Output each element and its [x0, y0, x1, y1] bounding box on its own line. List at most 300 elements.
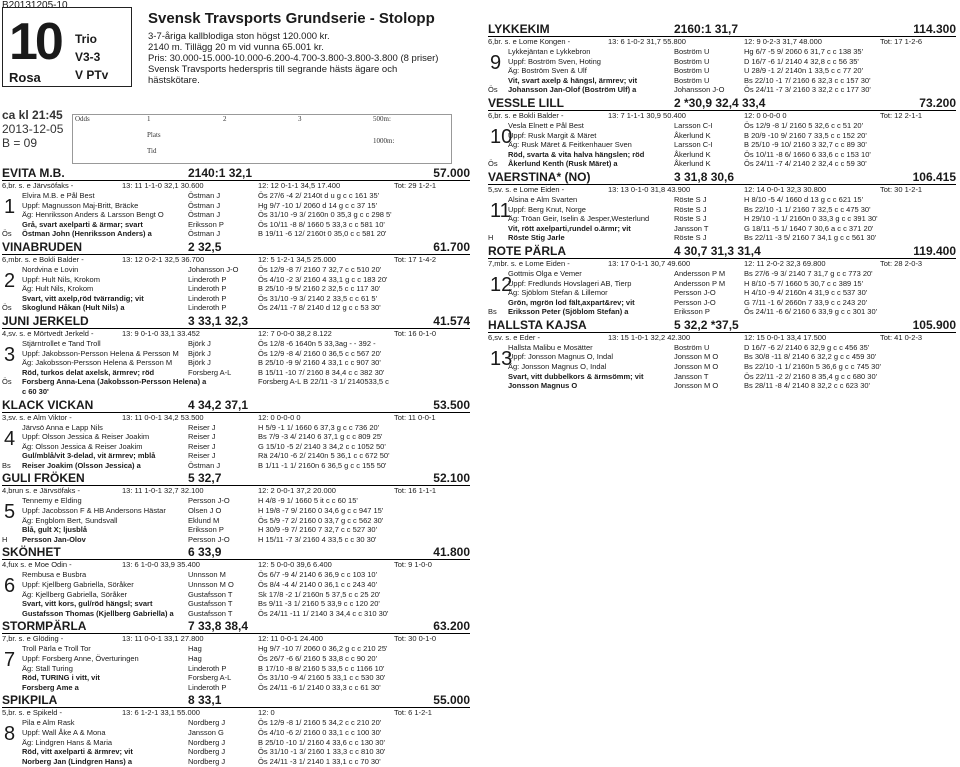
- line-result: G 15/10 -5 2/ 2140 3 34,2 c c 1052 50': [258, 441, 386, 451]
- horse-name: ROTE PÄRLA: [488, 243, 566, 258]
- line-driver: Persson J-O: [674, 297, 716, 307]
- start-line: [2, 738, 470, 748]
- start-line: [2, 201, 470, 211]
- line-driver: Johansson J-O: [188, 264, 239, 274]
- horse-record: 5 32,7: [188, 471, 222, 486]
- horse-number: 4: [4, 427, 16, 450]
- line-driver: Nordberg J: [188, 756, 226, 766]
- horse-name: SKÖNHET: [2, 545, 61, 560]
- horse-number: 10: [490, 125, 513, 148]
- line-driver: Boström U: [674, 75, 710, 85]
- line-result: Ös 10/11 -8 8/ 1660 5 33,3 c c 581 10': [258, 219, 385, 229]
- horse-entry: [488, 318, 956, 391]
- horse-entry: [2, 314, 470, 397]
- stats-current-year: 13: 11 0-0-1 33,1 27.800: [122, 634, 204, 644]
- line-result: Hg 9/7 -10 7/ 2060 0 36,2 g c c 210 25': [258, 644, 388, 654]
- line-info: Hallsta Malibu e Mosätter: [508, 342, 593, 352]
- start-line: [2, 275, 470, 285]
- stats-previous-year: 12: 7 0-0-0 38,2 8.122: [258, 328, 332, 338]
- start-line: [2, 229, 470, 239]
- race-title: Svensk Travsports Grundserie - Stolopp: [148, 10, 435, 27]
- start-line: [488, 150, 956, 160]
- line-info: Forsberg Anna-Lena (Jakobsson-Persson Helena) a: [22, 377, 207, 387]
- horse-record: 3 33,1 32,3: [188, 313, 249, 328]
- left-column: [2, 166, 470, 767]
- horse-stats: [2, 708, 470, 718]
- line-driver: Forsberg A-L: [188, 367, 232, 377]
- line-result: B 25/10 -9 5/ 2160 2 32,5 c c 117 30': [258, 284, 381, 294]
- line-result: Bs 30/8 -11 8/ 2140 6 32,2 g c c 459 30': [744, 352, 877, 362]
- line-info: Troll Pärla e Troll Tor: [22, 644, 91, 654]
- start-line: [2, 377, 470, 387]
- line-info: Lykkejäntan e Lykkebron: [508, 47, 591, 56]
- line-result: B 20/9 -10 9/ 2160 7 33,5 c c 152 20': [744, 130, 867, 140]
- line-driver: Persson J-O: [188, 496, 230, 506]
- horse-name: HALLSTA KAJSA: [488, 317, 587, 332]
- line-result: Ös 24/11 -7 4/ 2140 2 32,4 c c 59 30': [744, 159, 867, 169]
- start-line: [488, 307, 956, 317]
- stats-total: Tot: 29 1-2-1: [394, 181, 437, 190]
- line-result: D 16/7 -6 1/ 2140 4 32,8 c c 56 35': [744, 56, 859, 66]
- horse-number: 11: [490, 199, 511, 222]
- line-info: Uppf: Kjellberg Gabriella, Söråker: [22, 580, 134, 590]
- line-driver: Reiser J: [188, 422, 216, 432]
- horse-name: SPIKPILA: [2, 693, 58, 708]
- horse-earnings: 52.100: [433, 471, 470, 486]
- line-result: Ös 24/11 -6 1/ 2140 0 33,3 c c 61 30': [258, 682, 381, 692]
- line-result: Ös 22/11 -2 2/ 2160 8 35,4 g c c 680 30': [744, 371, 878, 381]
- horse-header: [2, 693, 470, 708]
- line-info: c 60 30': [22, 386, 49, 396]
- stats-current-year: 13: 6 1-0-0 33,9 35.400: [122, 560, 200, 570]
- horse-header: [2, 240, 470, 255]
- line-driver: Andersson P M: [674, 268, 726, 278]
- start-line: [488, 224, 956, 234]
- line-info: Nordvina e Lovin: [22, 264, 79, 274]
- line-driver: Jonsson M O: [674, 381, 719, 391]
- start-line: [488, 140, 956, 150]
- line-driver: Jonsson M O: [674, 352, 719, 362]
- horse-stats: [2, 255, 470, 265]
- line-info: Pila e Alm Rask: [22, 718, 75, 728]
- line-result: Ös 10/11 -8 6/ 1660 6 33,6 c c 153 10': [744, 149, 871, 159]
- line-info: Jonsson Magnus O: [508, 381, 578, 391]
- horse-entry: [488, 170, 956, 243]
- line-result: H 19/8 -7 9/ 2160 0 34,6 g c c 947 15': [258, 506, 384, 516]
- horse-stats: [488, 111, 956, 121]
- horse-number: 6: [4, 575, 16, 598]
- horse-header: [2, 471, 470, 486]
- horse-entry: [488, 244, 956, 317]
- stats-current-year: 13: 11 0-0-1 34,2 53.500: [122, 412, 204, 422]
- odds-label: Odds: [75, 115, 90, 123]
- line-result: H 8/10 -5 4/ 1660 d 13 g c c 621 15': [744, 194, 864, 204]
- horse-pedigree: 6,br. s. e Järvsöfaks -: [2, 181, 74, 190]
- start-line: [2, 570, 470, 580]
- race-condition-line: Pris: 30.000-15.000-10.000-6.200-4.700-3.800-3.800-3.800 (8 priser): [148, 53, 439, 64]
- line-driver: Gustafsson T: [188, 599, 233, 609]
- stats-previous-year: 12: 0: [258, 708, 275, 718]
- stats-total: Tot: 30 1-2-1: [880, 184, 923, 194]
- horse-record: 2 32,5: [188, 239, 222, 254]
- line-driver: Röste S J: [674, 214, 707, 224]
- line-info: Järvsö Anna e Lapp Nils: [22, 422, 103, 432]
- horse-record: 6 33,9: [188, 545, 222, 560]
- line-driver: Röste S J: [674, 204, 707, 214]
- stats-previous-year: 12: 12 0-1-1 34,5 17.400: [258, 181, 341, 190]
- line-result: Ös 24/11 -7 3/ 2160 3 32,2 c c 177 30': [744, 85, 871, 95]
- line-result: B 25/10 -9 9/ 2160 4 33,1 c c 907 30': [258, 358, 381, 368]
- line-result: Ös 12/9 -8 7/ 2160 7 32,7 c c 510 20': [258, 264, 382, 274]
- start-line: [488, 233, 956, 243]
- horse-earnings: 119.400: [913, 243, 956, 258]
- line-info: Äg: Hult Nils, Krokom: [22, 284, 94, 294]
- start-line: [2, 265, 470, 275]
- start-line: [488, 159, 956, 169]
- b-value: B = 09: [2, 136, 38, 150]
- horse-header: [488, 244, 956, 259]
- line-info: Äg: Stall Turing: [22, 663, 73, 673]
- line-result: D 16/7 -6 2/ 2140 6 32,9 g c c 456 35': [744, 342, 870, 352]
- line-info: Röd, turkos delat axelsk, ärmrev; röd: [22, 367, 155, 377]
- horse-header: [2, 314, 470, 329]
- line-driver: Larsson C-I: [674, 120, 713, 130]
- line-driver: Eklund M: [188, 515, 220, 525]
- stats-total: Tot: 16 0-1-0: [394, 328, 437, 338]
- line-prefix: Ös: [488, 85, 498, 95]
- line-info: Uppf: Jacobsson F & HB Andersons Hästar: [22, 506, 166, 516]
- line-result: Ös 31/10 -9 3/ 2140 2 33,5 c c 61 5': [258, 293, 378, 303]
- stats-previous-year: 12: 5 0-0-0 39,6 6.400: [258, 560, 332, 570]
- line-info: Grå, svart axelparti & ärmar; svart: [22, 219, 143, 229]
- horse-earnings: 41.574: [433, 313, 470, 328]
- start-line: [488, 279, 956, 289]
- stats-current-year: 13: 13 0-1-0 31,8 43.900: [608, 184, 691, 194]
- horse-earnings: 57.000: [433, 166, 470, 180]
- line-driver: Hag: [188, 654, 202, 663]
- horse-earnings: 61.700: [433, 239, 470, 254]
- track-name: Rosa: [9, 70, 41, 85]
- race-number-box: [2, 7, 132, 87]
- race-date: 2013-12-05: [2, 122, 64, 136]
- horse-record: 8 33,1: [188, 693, 222, 708]
- horse-name: KLACK VICKAN: [2, 397, 94, 412]
- plats-label: Plats: [147, 131, 161, 139]
- horse-number: 3: [4, 343, 16, 366]
- line-info: Norberg Jan (Lindgren Hans) a: [22, 756, 133, 766]
- line-driver: Gustafsson T: [188, 589, 233, 599]
- horse-pedigree: 6,br. s. e Bokli Balder -: [488, 110, 564, 120]
- stats-current-year: 13: 11 1-1-0 32,1 30.600: [122, 181, 204, 190]
- line-info: Svart, vitt axelp,röd tvärrandig; vit: [22, 293, 144, 303]
- stats-current-year: 13: 6 1-2-1 33,1 55.000: [122, 708, 200, 718]
- start-line: [2, 461, 470, 471]
- col-1-label: 1: [147, 115, 151, 123]
- line-info: Vit, rött axelparti,rundel o.ärmr; vit: [508, 223, 631, 233]
- horse-earnings: 63.200: [433, 619, 470, 634]
- line-driver: Jansson T: [674, 223, 709, 233]
- stats-total: Tot: 30 0-1-0: [394, 634, 437, 644]
- line-driver: Jansson G: [188, 727, 224, 737]
- line-driver: Reiser J: [188, 451, 216, 461]
- line-driver: Nordberg J: [188, 737, 226, 747]
- line-info: Äg: Jakobsson-Persson Helena & Persson M: [22, 358, 173, 368]
- horse-stats: [488, 37, 956, 47]
- line-result: G 7/11 -1 6/ 2660n 7 33,9 c c 243 20': [744, 297, 868, 307]
- line-info: Äg: Rusk Märet & Feitkenhauer Sven: [508, 140, 632, 150]
- line-info: Tennemy e Elding: [22, 496, 82, 506]
- horse-stats: [2, 413, 470, 423]
- line-info: Åkerlund Kenth (Rusk Märet) a: [508, 159, 618, 169]
- start-line: [2, 210, 470, 220]
- start-line: [488, 131, 956, 141]
- start-line: [488, 195, 956, 205]
- start-line: [2, 747, 470, 757]
- line-result: Bs 22/10 -1 7/ 2160 6 32,3 c c 157 30': [744, 75, 871, 85]
- horse-number: 1: [4, 196, 16, 218]
- line-driver: Persson J-O: [674, 288, 716, 298]
- race-header: [148, 10, 448, 86]
- horse-entry: [2, 240, 470, 313]
- horse-header: [2, 619, 470, 634]
- start-line: [488, 66, 956, 76]
- line-driver: Eriksson P: [188, 525, 224, 535]
- line-driver: Reiser J: [188, 441, 216, 451]
- start-line: [2, 664, 470, 674]
- line-driver: Linderoth P: [188, 663, 227, 673]
- line-result: Bs 22/10 -1 1/ 2160n 5 36,6 g c c 745 30': [744, 362, 881, 372]
- start-line: [488, 205, 956, 215]
- line-result: G 18/11 -5 1/ 1640 7 30,6 a c c 371 20': [744, 223, 874, 233]
- line-driver: Andersson P M: [674, 278, 726, 288]
- start-line: [2, 525, 470, 535]
- line-driver: Boström U: [674, 47, 710, 56]
- start-line: [2, 368, 470, 378]
- line-info: Äg: Lindgren Hans & Maria: [22, 737, 113, 747]
- horse-header: [488, 96, 956, 111]
- line-driver: Boström U: [674, 56, 710, 66]
- race-condition-line: 2140 m. Tillägg 20 m vid vunna 65.001 kr.: [148, 42, 324, 53]
- start-line: [488, 362, 956, 372]
- horse-header: [2, 166, 470, 181]
- line-result: Ös 31/10 -9 3/ 2160n 0 35,3 g c c 298 5': [258, 210, 392, 220]
- line-info: Äg: Kjellberg Gabriella, Söråker: [22, 589, 128, 599]
- horse-stats: [2, 181, 470, 191]
- horse-header: [2, 545, 470, 560]
- stats-previous-year: 12: 0 0-0-0 0: [258, 412, 301, 422]
- start-line: [488, 85, 956, 95]
- horse-record: 5 32,2 *37,5: [674, 317, 739, 332]
- start-line: [2, 718, 470, 728]
- col-3-label: 3: [298, 115, 302, 123]
- start-line: [488, 214, 956, 224]
- horse-entry: [2, 545, 470, 618]
- line-driver: Boström U: [674, 66, 710, 76]
- line-info: Uppf: Jonsson Magnus O, Indal: [508, 352, 614, 362]
- line-info: Äg: Engblom Bert, Sundsvall: [22, 515, 118, 525]
- start-line: [2, 432, 470, 442]
- start-line: [488, 47, 956, 57]
- stats-total: Tot: 11 0-0-1: [394, 412, 436, 422]
- stats-total: Tot: 6 1-2-1: [394, 708, 432, 718]
- start-line: [488, 269, 956, 279]
- start-line: [2, 442, 470, 452]
- line-result: Ös 8/4 -4 4/ 2140 0 36,1 c c 243 40': [258, 580, 378, 590]
- right-column: [488, 22, 956, 392]
- line-driver: Linderoth P: [188, 682, 227, 692]
- stats-previous-year: 12: 0 0-0-0 0: [744, 110, 787, 120]
- line-result: Ös 26/7 -6 6/ 2160 5 33,8 c c 90 20': [258, 654, 378, 663]
- line-info: Uppf: Wall Åke A & Mona: [22, 727, 106, 737]
- line-driver: Östman J: [188, 210, 221, 220]
- line-driver: Reiser J: [188, 432, 216, 442]
- horse-stats: [488, 333, 956, 343]
- stats-total: Tot: 17 1-4-2: [394, 254, 437, 264]
- start-line: [2, 220, 470, 230]
- horse-pedigree: 6,sv. s. e Eder -: [488, 332, 540, 342]
- horse-stats: [2, 486, 470, 496]
- stats-current-year: 13: 12 0-2-1 32,5 36.700: [122, 254, 205, 264]
- line-info: Uppf: Hult Nils, Krokom: [22, 274, 100, 284]
- horse-name: LYKKEKIM: [488, 22, 550, 36]
- horse-name: GULI FRÖKEN: [2, 471, 85, 486]
- col-2-label: 2: [223, 115, 227, 123]
- horse-entry: [488, 22, 956, 95]
- horse-entry: [2, 619, 470, 692]
- line-result: Ös 12/9 -8 1/ 2160 5 32,6 c c 51 20': [744, 120, 864, 130]
- line-result: U 28/9 -1 2/ 2140n 1 33,5 c c 77 20': [744, 66, 864, 76]
- start-line: [2, 599, 470, 609]
- horse-name: EVITA M.B.: [2, 166, 65, 180]
- stats-current-year: 13: 7 1-1-1 30,9 50.400: [608, 110, 686, 120]
- race-number: 10: [9, 13, 61, 71]
- stats-total: Tot: 12 2-1-1: [880, 110, 923, 120]
- line-driver: Boström U: [674, 342, 710, 352]
- line-driver: Larsson C-I: [674, 140, 713, 150]
- horse-number: 2: [4, 269, 16, 292]
- start-line: [2, 496, 470, 506]
- line-prefix: Ös: [2, 377, 12, 387]
- line-info: Forsberg Ame a: [22, 682, 79, 692]
- line-driver: Åkerlund K: [674, 130, 711, 140]
- line-info: Rembusa e Busbra: [22, 570, 87, 580]
- start-line: [2, 580, 470, 590]
- line-driver: Eriksson P: [674, 307, 710, 317]
- line-info: Alsina e Alm Svarten: [508, 194, 578, 204]
- line-result: Ös 12/8 -6 1640n 5 33,3ag - - 392 -: [258, 338, 376, 348]
- 1000m-label: 1000m:: [373, 137, 395, 145]
- horse-stats: [2, 634, 470, 644]
- line-info: Östman John (Henriksson Anders) a: [22, 229, 152, 239]
- line-prefix: Ös: [2, 229, 12, 239]
- start-line: [488, 298, 956, 308]
- line-prefix: Bs: [488, 307, 497, 317]
- line-prefix: Bs: [2, 460, 11, 470]
- line-info: Stjärntrollet e Tand Troll: [22, 338, 101, 348]
- horse-pedigree: 7,mbr. s. e Lome Eiden -: [488, 258, 570, 268]
- line-result: Ös 6/7 -9 4/ 2140 6 36,9 c c 103 10': [258, 570, 378, 580]
- start-line: [2, 590, 470, 600]
- stats-previous-year: 12: 9 0-2-3 31,7 48.000: [744, 37, 822, 46]
- line-info: Uppf: Olsson Jessica & Reiser Joakim: [22, 432, 150, 442]
- line-result: Ös 4/10 -2 3/ 2160 4 33,1 g c c 183 20': [258, 274, 388, 284]
- line-prefix: Ös: [488, 159, 498, 169]
- stats-previous-year: 12: 11 2-0-2 32,3 69.800: [744, 258, 826, 268]
- horse-number: 7: [4, 649, 16, 672]
- line-info: Gustafsson Thomas (Kjellberg Gabriella) a: [22, 608, 174, 618]
- line-driver: Nordberg J: [188, 747, 226, 757]
- line-info: Uppf: Berg Knut, Norge: [508, 204, 586, 214]
- line-info: Gul/mblå/vit 3-delad, vit ärmrev; mblå: [22, 451, 156, 461]
- line-driver: Östman J: [188, 229, 221, 239]
- line-info: Röd, TURING i vitt, vit: [22, 673, 100, 683]
- line-driver: Björk J: [188, 358, 211, 368]
- horse-entry: [2, 471, 470, 544]
- line-driver: Åkerlund K: [674, 159, 711, 169]
- start-line: [488, 372, 956, 382]
- line-driver: Björk J: [188, 348, 211, 358]
- horse-stats: [2, 329, 470, 339]
- stats-previous-year: 12: 2 0-0-1 37,2 20.000: [258, 486, 336, 496]
- line-driver: Åkerlund K: [674, 149, 711, 159]
- horse-record: 2140:1 32,1: [188, 166, 253, 180]
- line-info: Persson Jan-Olov: [22, 534, 86, 544]
- start-line: [2, 609, 470, 619]
- line-result: H 4/8 -9 1/ 1660 5 it c c 60 15': [258, 496, 358, 506]
- horse-pedigree: 7,br. s. e Glöding -: [2, 634, 64, 644]
- line-info: Blå, gult X; ljusblå: [22, 525, 88, 535]
- line-driver: Gustafsson T: [188, 608, 233, 618]
- horse-entry: [2, 693, 470, 766]
- line-result: Hg 6/7 -5 9/ 2060 6 31,7 c c 138 35': [744, 47, 864, 56]
- line-result: Ös 27/6 -4 2/ 2140t d u g c c 161 35': [258, 191, 380, 200]
- line-driver: Östman J: [188, 191, 221, 200]
- start-line: [488, 76, 956, 86]
- horse-name: JUNI JERKELD: [2, 313, 89, 328]
- line-info: Johansson Jan-Olof (Boström Ulf) a: [508, 85, 637, 95]
- horse-record: 4 30,7 31,3 31,4: [674, 243, 761, 258]
- line-info: Röd, svarta & vita halva hängslen; röd: [508, 149, 645, 159]
- start-line: [2, 757, 470, 767]
- horse-name: VAERSTINA* (NO): [488, 169, 591, 184]
- line-driver: Björk J: [188, 338, 211, 348]
- line-result: Ös 4/10 -6 2/ 2160 0 33,1 c c 100 30': [258, 727, 382, 737]
- line-info: Äg: Tröan Geir, Iselin & Jesper,Westerlund: [508, 214, 650, 224]
- horse-earnings: 73.200: [919, 95, 956, 110]
- start-line: [488, 288, 956, 298]
- line-result: H 30/9 -9 7/ 2160 7 32,7 c c 527 30': [258, 525, 378, 535]
- horse-record: 2160:1 31,7: [674, 22, 739, 36]
- line-info: Uppf: Boström Sven, Hoting: [508, 56, 601, 66]
- horse-pedigree: 4,fux s. e Moe Odin -: [2, 560, 72, 570]
- line-result: B 25/10 -9 10/ 2160 3 32,7 c c 89 30': [744, 140, 867, 150]
- line-result: B 17/10 -8 8/ 2160 5 33,5 c c 1166 10': [258, 663, 385, 673]
- start-line: [2, 191, 470, 201]
- horse-earnings: 106.415: [912, 169, 956, 184]
- line-result: H 5/9 -1 1/ 1660 6 37,3 g c c 736 20': [258, 422, 380, 432]
- start-line: [2, 339, 470, 349]
- bet-type-vp: V PTv: [75, 68, 109, 82]
- start-line: [2, 358, 470, 368]
- line-info: Äg: Olsson Jessica & Reiser Joakim: [22, 441, 143, 451]
- horse-name: STORMPÄRLA: [2, 619, 87, 634]
- line-info: Uppf: Rusk Margit & Märet: [508, 130, 597, 140]
- line-driver: Linderoth P: [188, 284, 227, 294]
- start-line: [2, 303, 470, 313]
- line-driver: Linderoth P: [188, 274, 227, 284]
- line-result: B 1/11 -1 1/ 2160n 6 36,5 g c c 155 50': [258, 460, 387, 470]
- race-condition-line: Svensk Travsports hederspris till segrande hästs ägare och hästskötare.: [148, 64, 398, 86]
